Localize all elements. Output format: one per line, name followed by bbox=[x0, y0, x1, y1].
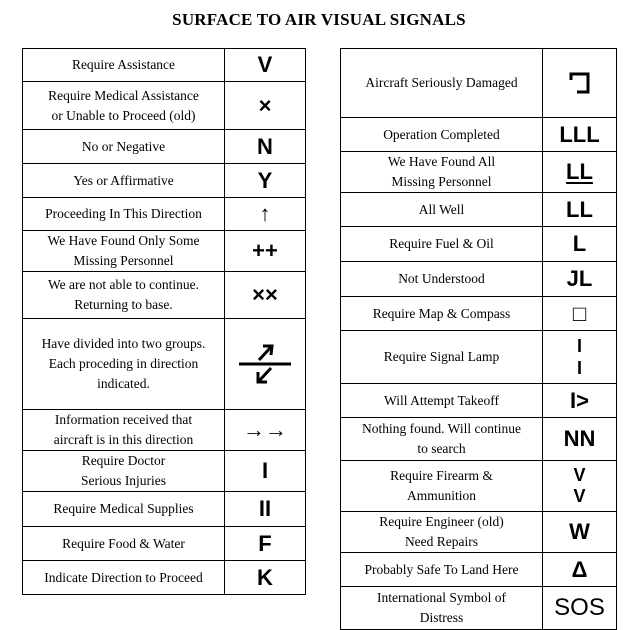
table-row bbox=[341, 297, 617, 331]
signal-meaning: Require Doctor Serious Injuries bbox=[23, 451, 225, 492]
table-row bbox=[341, 587, 617, 630]
signal-meaning: Require Fuel & Oil bbox=[341, 227, 543, 262]
table-row bbox=[341, 118, 617, 152]
signal-symbol: NN bbox=[543, 418, 617, 461]
signal-symbol: LL bbox=[543, 193, 617, 227]
table-row bbox=[23, 130, 306, 164]
signal-meaning: Indicate Direction to Proceed bbox=[23, 561, 225, 595]
table-row bbox=[23, 319, 306, 410]
table-row bbox=[341, 384, 617, 418]
signal-symbol: JL bbox=[543, 262, 617, 297]
signal-symbol: II bbox=[225, 492, 306, 527]
table-row bbox=[23, 272, 306, 319]
signal-symbol: × bbox=[225, 82, 306, 130]
table-row bbox=[23, 410, 306, 451]
table-row bbox=[341, 418, 617, 461]
table-row bbox=[23, 198, 306, 231]
signal-symbol: V bbox=[225, 49, 306, 82]
signal-meaning: Have divided into two groups. Each proceding in direction indicated. bbox=[23, 319, 225, 410]
table-row bbox=[23, 561, 306, 595]
signal-meaning: Information received that aircraft is in this direction bbox=[23, 410, 225, 451]
table-row bbox=[341, 49, 617, 118]
signal-meaning: We are not able to continue. Returning to base. bbox=[23, 272, 225, 319]
underlined-ll-symbol: LL bbox=[566, 159, 593, 184]
signal-meaning: We Have Found All Missing Personnel bbox=[341, 152, 543, 193]
table-row bbox=[341, 331, 617, 384]
signals-table-left bbox=[22, 48, 306, 595]
table-row bbox=[341, 262, 617, 297]
signal-meaning: Require Assistance bbox=[23, 49, 225, 82]
table-row bbox=[341, 461, 617, 512]
signal-meaning: Require Medical Assistance or Unable to Proceed (old) bbox=[23, 82, 225, 130]
signal-meaning: Nothing found. Will continue to search bbox=[341, 418, 543, 461]
signal-symbol bbox=[543, 152, 617, 193]
signal-symbol: ↑ bbox=[225, 198, 306, 231]
signal-symbol: I I bbox=[543, 331, 617, 384]
split-arrows-icon bbox=[237, 341, 293, 387]
table-row bbox=[341, 193, 617, 227]
signal-meaning: Require Food & Water bbox=[23, 527, 225, 561]
signal-meaning: Operation Completed bbox=[341, 118, 543, 152]
signal-symbol: F bbox=[225, 527, 306, 561]
signal-symbol bbox=[225, 319, 306, 410]
signals-table-right bbox=[340, 48, 617, 630]
table-row bbox=[341, 553, 617, 587]
open-square-icon bbox=[568, 71, 592, 95]
signal-symbol: SOS bbox=[543, 587, 617, 630]
signal-symbol: W bbox=[543, 512, 617, 553]
table-row bbox=[23, 527, 306, 561]
signal-symbol: ++ bbox=[225, 231, 306, 272]
signal-meaning: Probably Safe To Land Here bbox=[341, 553, 543, 587]
signal-meaning: Require Engineer (old) Need Repairs bbox=[341, 512, 543, 553]
signal-meaning: Aircraft Seriously Damaged bbox=[341, 49, 543, 118]
signal-symbol: I> bbox=[543, 384, 617, 418]
signal-symbol: Δ bbox=[543, 553, 617, 587]
signal-meaning: Require Map & Compass bbox=[341, 297, 543, 331]
signal-symbol: L bbox=[543, 227, 617, 262]
table-row bbox=[23, 49, 306, 82]
signal-meaning: Require Medical Supplies bbox=[23, 492, 225, 527]
signal-symbol: →→ bbox=[225, 410, 306, 451]
signal-meaning: Proceeding In This Direction bbox=[23, 198, 225, 231]
signal-symbol: V V bbox=[543, 461, 617, 512]
signal-symbol: K bbox=[225, 561, 306, 595]
signal-symbol: LLL bbox=[543, 118, 617, 152]
table-row bbox=[341, 152, 617, 193]
signal-meaning: We Have Found Only Some Missing Personnel bbox=[23, 231, 225, 272]
page-title: SURFACE TO AIR VISUAL SIGNALS bbox=[172, 10, 466, 29]
signal-meaning: No or Negative bbox=[23, 130, 225, 164]
signal-meaning: Not Understood bbox=[341, 262, 543, 297]
signal-meaning: All Well bbox=[341, 193, 543, 227]
signal-meaning: Require Firearm & Ammunition bbox=[341, 461, 543, 512]
signal-meaning: Will Attempt Takeoff bbox=[341, 384, 543, 418]
table-row bbox=[23, 492, 306, 527]
signal-symbol: ×× bbox=[225, 272, 306, 319]
signal-meaning: Require Signal Lamp bbox=[341, 331, 543, 384]
signal-symbol: I bbox=[225, 451, 306, 492]
table-row bbox=[23, 451, 306, 492]
signal-symbol bbox=[543, 49, 617, 118]
signal-meaning: International Symbol of Distress bbox=[341, 587, 543, 630]
table-row bbox=[23, 164, 306, 198]
signal-symbol: N bbox=[225, 130, 306, 164]
table-row bbox=[341, 512, 617, 553]
table-row bbox=[23, 231, 306, 272]
signal-meaning: Yes or Affirmative bbox=[23, 164, 225, 198]
table-row bbox=[341, 227, 617, 262]
signal-symbol: □ bbox=[543, 297, 617, 331]
signal-symbol: Y bbox=[225, 164, 306, 198]
table-row bbox=[23, 82, 306, 130]
